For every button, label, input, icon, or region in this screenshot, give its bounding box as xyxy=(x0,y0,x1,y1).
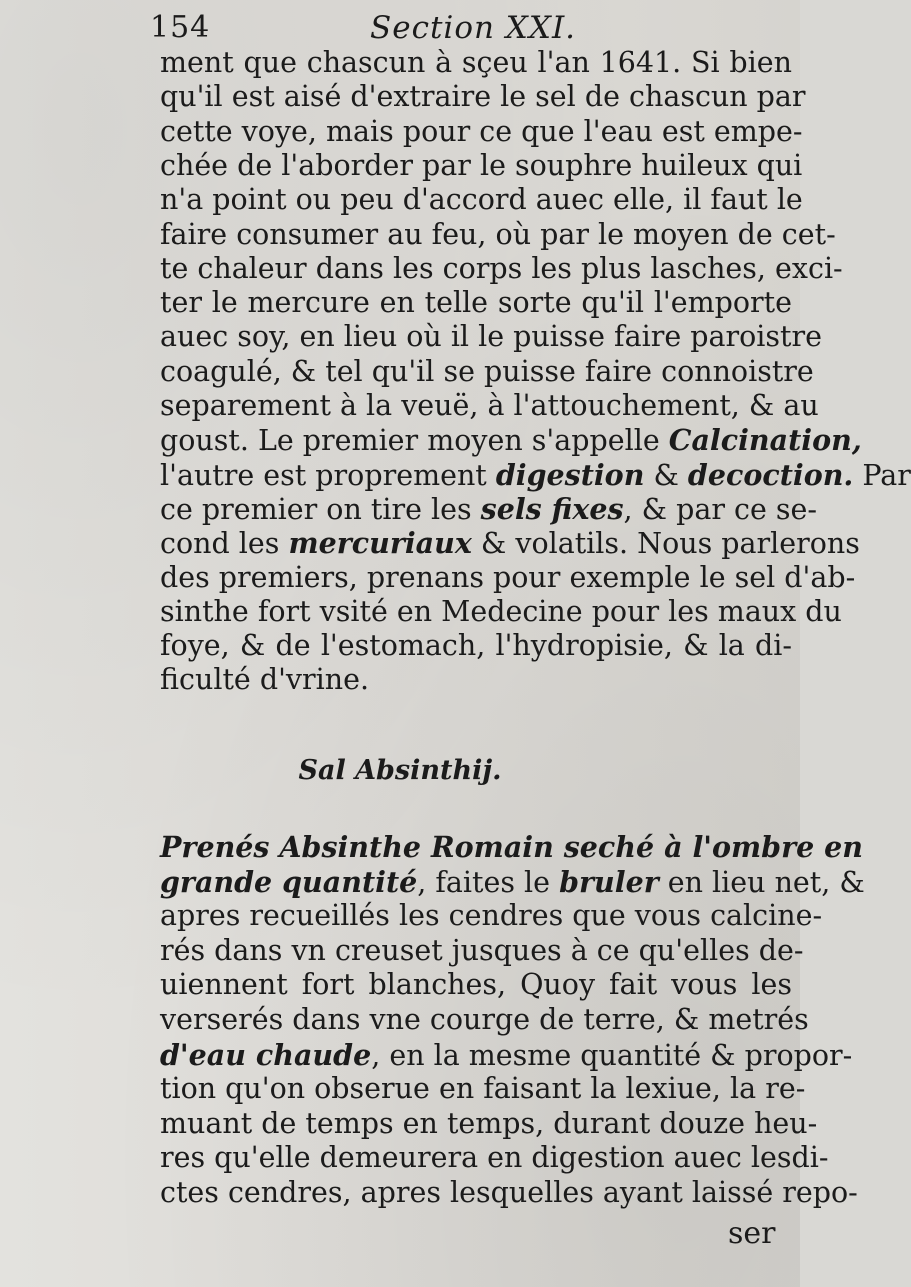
recipe-line xyxy=(160,899,823,933)
text-run: cette voye, mais pour ce que l'eau est empe- xyxy=(160,114,803,148)
text-run: auec soy, en lieu où il le puisse faire paroistre xyxy=(160,320,822,354)
body-line xyxy=(160,491,818,527)
text-run: te chaleur dans les corps les plus lasches, exci- xyxy=(160,251,843,285)
recipe-line xyxy=(160,1037,853,1073)
text-run: ment que chascun à sçeu l'an 1641. Si bien xyxy=(160,46,792,79)
text-run: muant de temps en temps, durant douze heu- xyxy=(160,1106,818,1140)
italic-term: d'eau chaude xyxy=(160,1037,372,1072)
text-run: , en la mesme quantité & propor- xyxy=(371,1038,853,1072)
recipe-line xyxy=(160,1141,829,1175)
running-head: Section XXI. xyxy=(370,10,577,46)
body-line xyxy=(160,183,803,217)
catchword: ser xyxy=(728,1216,776,1251)
text-run: sinthe fort vsité en Medecine pour les maux du xyxy=(160,594,842,628)
text-run: coagulé, & tel qu'il se puisse faire connoistre xyxy=(160,354,814,388)
recipe-line xyxy=(160,1072,806,1106)
body-line xyxy=(160,148,803,183)
text-run: Par xyxy=(853,458,911,492)
text-run: separement à la veuë, à l'attouchement, & au xyxy=(160,389,819,422)
body-line xyxy=(160,251,843,286)
body-line xyxy=(160,389,819,423)
text-run: & volatils. Nous parlerons xyxy=(471,527,860,561)
recipe-line xyxy=(160,864,865,900)
text-run: faire consumer au feu, où par le moyen de cet- xyxy=(160,217,836,251)
recipe-line xyxy=(160,968,792,1002)
body-line xyxy=(160,526,860,561)
italic-term: Calcination, xyxy=(668,423,862,458)
italic-term: sels fixes xyxy=(480,491,624,526)
italic-term: Prenés Absinthe Romain seché à l'ombre en xyxy=(160,830,864,864)
body-line xyxy=(160,629,792,663)
italic-term: mercuriaux xyxy=(288,526,472,561)
body-line xyxy=(160,560,856,595)
italic-term: bruler xyxy=(559,864,659,899)
text-run: foye, & de l'estomach, l'hydropisie, & la di- xyxy=(160,629,792,663)
body-line xyxy=(160,217,836,252)
text-run: cond les xyxy=(160,527,289,561)
text-run: apres recueillés les cendres que vous calcine- xyxy=(160,899,823,933)
italic-term: decoction. xyxy=(687,457,854,492)
text-run: chée de l'aborder par le souphre huileux qui xyxy=(160,148,803,182)
recipe-heading: Sal Absinthij. xyxy=(298,755,502,786)
body-line xyxy=(160,80,806,114)
text-run: rés dans vn creuset jusques à ce qu'elles de- xyxy=(160,933,804,967)
body-line xyxy=(160,320,822,354)
text-run: l'autre est proprement xyxy=(160,458,496,492)
text-run: ce premier on tire les xyxy=(160,492,481,526)
page-number: 154 xyxy=(150,10,211,45)
text-run: ctes cendres, apres lesquelles ayant laissé repo- xyxy=(160,1176,858,1209)
text-run: tion qu'on obserue en faisant la lexiue, la re- xyxy=(160,1072,806,1106)
body-line xyxy=(160,594,842,629)
text-run: n'a point ou peu d'accord auec elle, il faut le xyxy=(160,183,803,217)
recipe-line xyxy=(160,1003,809,1037)
recipe-line xyxy=(160,1176,858,1210)
recipe-line xyxy=(160,1106,818,1141)
italic-term: digestion xyxy=(495,457,645,492)
body-line xyxy=(160,286,792,320)
body-line xyxy=(160,457,911,493)
body-line xyxy=(160,46,792,80)
text-run: des premiers, prenans pour exemple le sel d'ab- xyxy=(160,560,856,594)
body-line xyxy=(160,663,369,697)
body-line xyxy=(160,114,803,149)
italic-term: grande quantité xyxy=(160,864,418,899)
text-run: & xyxy=(644,458,688,492)
text-run: verserés dans vne courge de terre, & metrés xyxy=(160,1003,809,1036)
body-line xyxy=(160,354,814,389)
body-line xyxy=(160,423,862,458)
text-run: res qu'elle demeurera en digestion auec lesdi- xyxy=(160,1141,829,1175)
recipe-line xyxy=(160,830,864,865)
text-run: goust. Le premier moyen s'appelle xyxy=(160,424,669,458)
text-run: ter le mercure en telle sorte qu'il l'emporte xyxy=(160,286,792,320)
text-run: , faites le xyxy=(417,865,560,899)
recipe-line xyxy=(160,933,804,968)
text-run: , & par ce se- xyxy=(623,492,818,526)
text-run: ficulté d'vrine. xyxy=(160,663,370,697)
text-run: en lieu net, & xyxy=(658,865,865,899)
text-run: qu'il est aisé d'extraire le sel de chascun par xyxy=(160,80,806,114)
text-run: uiennent fort blanches, Quoy fait vous les xyxy=(160,968,792,1002)
